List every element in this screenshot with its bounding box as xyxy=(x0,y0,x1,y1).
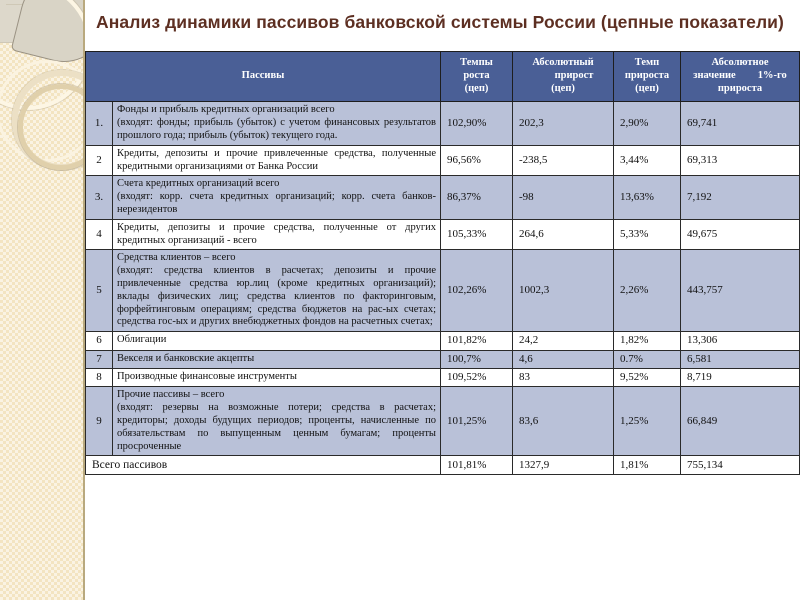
row-liability-name xyxy=(113,332,441,350)
row-liability-detail: (входят: корр. счета кредитных организаций; корр. счета банков-нерезидентов xyxy=(117,191,436,215)
total-increase-rate: 1,81% xyxy=(614,456,681,475)
increase-rate-line1: Темп xyxy=(634,57,660,68)
liabilities-table-container xyxy=(85,51,799,475)
table-body xyxy=(86,102,800,475)
table-total-row xyxy=(86,456,800,475)
growth-rate-line3: (цеп) xyxy=(464,82,489,94)
abs-value-line2b: 1%-го xyxy=(757,69,787,81)
row-growth-rate: 86,37% xyxy=(441,176,513,219)
abs-value-line2a: значение xyxy=(693,69,736,81)
column-header-growth-rate xyxy=(441,52,513,102)
row-abs-value-1pct: 6,581 xyxy=(681,350,800,368)
row-increase-rate: 2,26% xyxy=(614,250,681,332)
row-increase-rate: 0.7% xyxy=(614,350,681,368)
row-liability-detail: Производные финансовые инструменты xyxy=(117,371,297,383)
abs-increase-line3: (цеп) xyxy=(551,82,575,94)
row-abs-value-1pct: 66,849 xyxy=(681,387,800,456)
row-liability-name xyxy=(113,368,441,386)
row-growth-rate: 96,56% xyxy=(441,145,513,176)
row-number: 5 xyxy=(86,250,113,332)
row-growth-rate: 102,26% xyxy=(441,250,513,332)
row-increase-rate: 1,25% xyxy=(614,387,681,456)
row-liability-name xyxy=(113,387,441,456)
row-increase-rate: 9,52% xyxy=(614,368,681,386)
row-liability-detail: Облигации xyxy=(117,334,167,346)
total-abs-increase: 1327,9 xyxy=(513,456,614,475)
row-growth-rate: 109,52% xyxy=(441,368,513,386)
row-increase-rate: 2,90% xyxy=(614,102,681,145)
row-growth-rate: 100,7% xyxy=(441,350,513,368)
row-abs-value-1pct: 69,741 xyxy=(681,102,800,145)
decorative-side-band xyxy=(0,0,85,600)
abs-increase-line2: прирост xyxy=(554,69,594,81)
table-row xyxy=(86,219,800,250)
row-liability-name xyxy=(113,145,441,176)
row-abs-increase: 83,6 xyxy=(513,387,614,456)
row-increase-rate: 1,82% xyxy=(614,332,681,350)
row-abs-value-1pct: 7,192 xyxy=(681,176,800,219)
row-liability-detail: Кредиты, депозиты и прочие средства, полученные от других кредитных организаций - всего xyxy=(117,221,436,246)
row-number: 2 xyxy=(86,145,113,176)
row-abs-increase: 83 xyxy=(513,368,614,386)
row-abs-value-1pct: 13,306 xyxy=(681,332,800,350)
row-abs-increase: 4,6 xyxy=(513,350,614,368)
growth-rate-line1: Темпы xyxy=(460,57,493,68)
row-abs-increase: -98 xyxy=(513,176,614,219)
row-liability-name xyxy=(113,219,441,250)
row-liability-detail: (входят: фонды; прибыль (убыток) с учетом финансовых результатов прошлого года; прибыль (убыток) текущего года. xyxy=(117,117,436,141)
row-liability-name xyxy=(113,250,441,332)
increase-rate-line2: прироста xyxy=(624,69,670,81)
table-row xyxy=(86,387,800,456)
column-header-abs-value-1pct xyxy=(681,52,800,102)
table-header xyxy=(86,52,800,102)
row-increase-rate: 13,63% xyxy=(614,176,681,219)
column-header-abs-increase xyxy=(513,52,614,102)
row-abs-value-1pct: 8,719 xyxy=(681,368,800,386)
row-growth-rate: 101,82% xyxy=(441,332,513,350)
total-abs-value-1pct: 755,134 xyxy=(681,456,800,475)
abs-value-line3: прироста xyxy=(717,82,763,94)
row-increase-rate: 5,33% xyxy=(614,219,681,250)
row-abs-increase: 264,6 xyxy=(513,219,614,250)
row-increase-rate: 3,44% xyxy=(614,145,681,176)
row-liability-name xyxy=(113,102,441,145)
table-row xyxy=(86,145,800,176)
abs-value-line1: Абсолютное xyxy=(711,57,769,68)
row-liability-lead: Счета кредитных организаций всего xyxy=(117,178,280,190)
row-number: 7 xyxy=(86,350,113,368)
row-liability-lead: Средства клиентов – всего xyxy=(117,252,236,264)
liabilities-table xyxy=(85,51,800,475)
row-liability-name xyxy=(113,176,441,219)
row-abs-increase: 202,3 xyxy=(513,102,614,145)
increase-rate-line3: (цеп) xyxy=(635,82,659,94)
row-abs-value-1pct: 49,675 xyxy=(681,219,800,250)
row-liability-detail: Векселя и банковские акцепты xyxy=(117,352,255,364)
row-number: 8 xyxy=(86,368,113,386)
table-row xyxy=(86,250,800,332)
row-number: 1. xyxy=(86,102,113,145)
table-row xyxy=(86,176,800,219)
row-abs-increase: 1002,3 xyxy=(513,250,614,332)
row-number: 4 xyxy=(86,219,113,250)
row-liability-lead: Прочие пассивы – всего xyxy=(117,389,225,401)
row-number: 6 xyxy=(86,332,113,350)
growth-rate-line2: роста xyxy=(463,69,490,81)
abs-increase-line1: Абсолютный xyxy=(532,57,594,68)
column-header-name xyxy=(86,52,441,102)
row-abs-value-1pct: 69,313 xyxy=(681,145,800,176)
row-number: 3. xyxy=(86,176,113,219)
row-liability-lead: Фонды и прибыль кредитных организаций всего xyxy=(117,104,335,116)
table-row xyxy=(86,102,800,145)
table-row xyxy=(86,350,800,368)
column-header-increase-rate xyxy=(614,52,681,102)
row-abs-value-1pct: 443,757 xyxy=(681,250,800,332)
row-number: 9 xyxy=(86,387,113,456)
row-growth-rate: 102,90% xyxy=(441,102,513,145)
table-header-row xyxy=(86,52,800,102)
row-abs-increase: -238,5 xyxy=(513,145,614,176)
total-growth-rate: 101,81% xyxy=(441,456,513,475)
row-abs-increase: 24,2 xyxy=(513,332,614,350)
column-header-name-label: Пассивы xyxy=(241,69,285,81)
row-liability-detail: (входят: резервы на возможные потери; средства в расчетах; кредиторы; доходы будущих периодов; проценты, начисленные по обязательствам по выпущенным ценным бумагам; проценты просроченные xyxy=(117,402,436,452)
table-row xyxy=(86,368,800,386)
row-growth-rate: 101,25% xyxy=(441,387,513,456)
row-liability-detail: (входят: средства клиентов в расчетах; депозиты и прочие привлеченные средства юр.лиц (кроме кредитных организаций); вклады физических лиц; средства клиентов по факторинговым, форфейтинговым операциям; средства бюджетов на рас-ых счетах; средства гос-ых и других внебюджетных фондов на расчетных счетах; xyxy=(117,265,436,328)
row-liability-name xyxy=(113,350,441,368)
row-liability-detail: Кредиты, депозиты и прочие привлеченные средства, полученные кредитными организациями от Банка России xyxy=(117,147,436,172)
row-growth-rate: 105,33% xyxy=(441,219,513,250)
page-title: Анализ динамики пассивов банковской системы России (цепные показатели) xyxy=(96,12,784,32)
total-label: Всего пассивов xyxy=(86,456,441,475)
table-row xyxy=(86,332,800,350)
